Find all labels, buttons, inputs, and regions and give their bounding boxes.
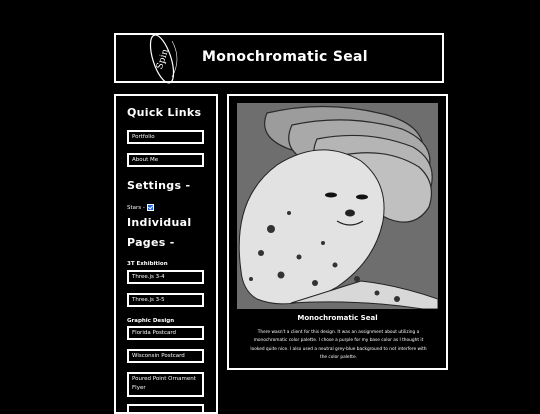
caption-line: There wasn't a client for this design. It was an assignment about utilizing a xyxy=(257,330,420,335)
caption-line: monochromatic color palette. I chose a purple for my base color as I thought it xyxy=(253,338,424,344)
page-title: Monochromatic Seal xyxy=(202,49,368,65)
logo-text: Spin xyxy=(155,47,171,71)
link-threejs-3-5[interactable]: Three.js 3-5 xyxy=(127,293,204,307)
link-portfolio[interactable]: Portfolio xyxy=(127,130,204,144)
sidebar xyxy=(114,94,218,414)
individual-pages-heading-line2: Pages - xyxy=(127,236,175,249)
individual-pages-heading-line1: Individual xyxy=(127,216,192,229)
caption-line: looked quite nice. I also used a neutral grey-blue background to not interfere with xyxy=(250,346,427,352)
caption-text xyxy=(237,329,440,363)
spin-logo[interactable] xyxy=(138,33,186,85)
link-wisconsin-postcard[interactable]: Wisconsin Postcard xyxy=(127,349,204,363)
link-about-me[interactable]: About Me xyxy=(127,153,204,167)
link-next-item[interactable] xyxy=(127,404,204,414)
section-title-3t-exhibition: 3T Exhibition xyxy=(127,261,168,267)
stars-checkbox[interactable] xyxy=(147,204,154,211)
link-poured-point-flyer[interactable]: Poured Point Ornament Flyer xyxy=(127,372,204,397)
main-content xyxy=(227,94,448,370)
caption-line: the color palette. xyxy=(320,355,357,361)
link-florida-postcard[interactable]: Florida Postcard xyxy=(127,326,204,340)
seal-image xyxy=(237,103,438,309)
caption-title: Monochromatic Seal xyxy=(297,314,378,322)
settings-heading: Settings - xyxy=(127,179,191,192)
quick-links-heading: Quick Links xyxy=(127,106,202,119)
section-title-graphic-design: Graphic Design xyxy=(127,318,175,324)
stars-label: Stars - xyxy=(127,204,145,211)
stars-setting xyxy=(127,204,154,211)
link-threejs-3-4[interactable]: Three.js 3-4 xyxy=(127,270,204,284)
header xyxy=(114,33,444,83)
